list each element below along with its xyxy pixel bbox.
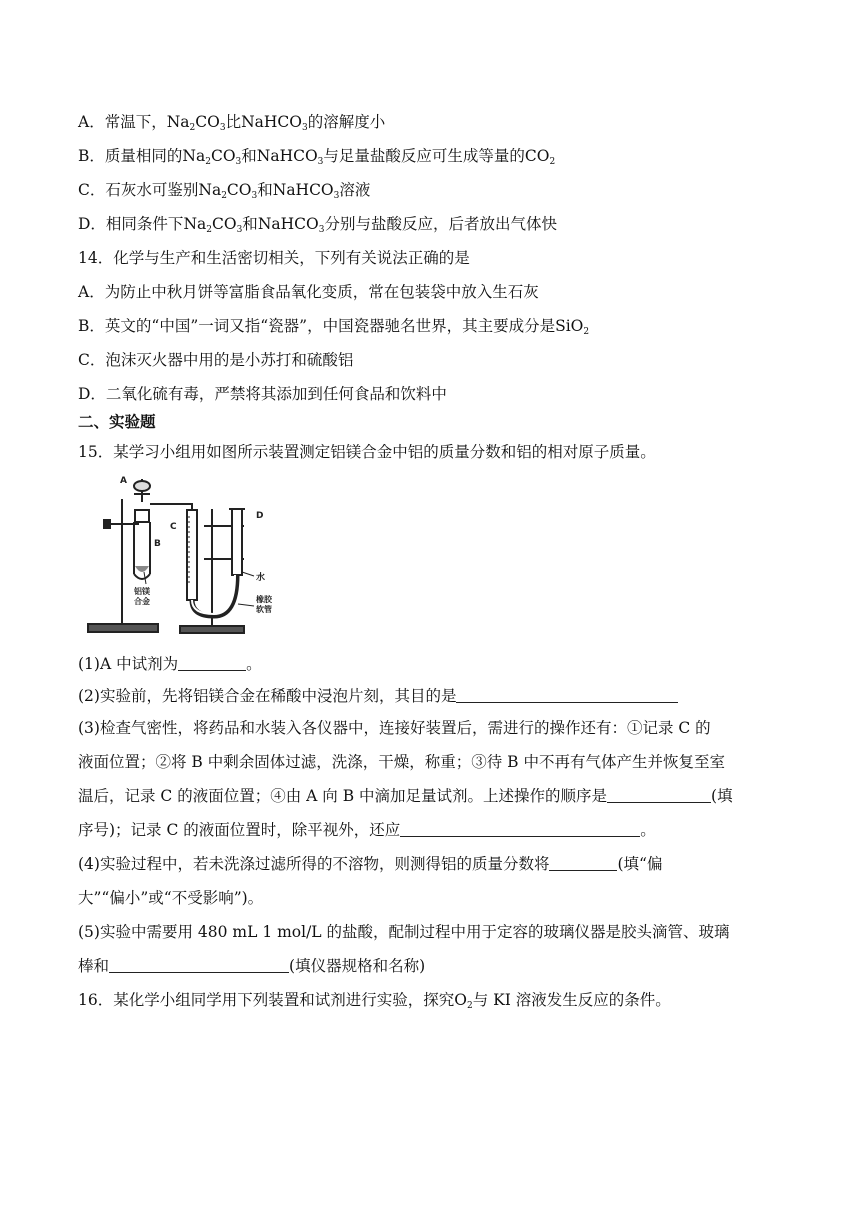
label-alloy-1: 铝镁 [134,587,150,596]
answer-blank-3[interactable] [607,787,711,803]
apparatus-figure [84,474,304,639]
answer-blank-6[interactable] [109,957,289,973]
q15-part-3-line-3: 温后，记录 C 的液面位置；④由 A 向 B 中滴加足量试剂。上述操作的顺序是 (填 [78,787,733,805]
answer-blank-1[interactable] [178,655,246,671]
label-tube-1: 橡胶 [256,595,272,604]
label-alloy-2: 合金 [134,597,150,606]
q15-part-3-line-1: (3)检查气密性，将药品和水装入各仪器中，连接好装置后，需进行的操作还有：①记录 C 的 [78,719,711,737]
q15-part-1: (1)A 中试剂为 。 [78,655,262,673]
q13-option-a: A．常温下，$Na_2CO_3$比NaHCO$_3$的溶解度小 [78,113,386,133]
q15-part-5-line-2: 棒和 (填仪器规格和名称) [78,957,426,975]
q15-stem: 15．某学习小组用如图所示装置测定铝镁合金中铝的质量分数和铝的相对原子质量。 [78,443,656,461]
answer-blank-2[interactable] [456,687,678,703]
q13-option-d: D．相同条件下$Na_2CO_3$和NaHCO$_3$分别与盐酸反应，后者放出气体快 [78,215,557,235]
section-title: 二、实验题 [78,412,156,431]
q14-option-b: B．英文的“中国”一词又指“瓷器”，中国瓷器驰名世界，其主要成分是SiO$_2$ [78,317,590,337]
answer-blank-4[interactable] [400,821,640,837]
q14-option-d: D．二氧化硫有毒，严禁将其添加到任何食品和饮料中 [78,385,447,403]
label-b: B [154,539,161,549]
q13-option-b: B．质量相同的$Na_2CO_3$和NaHCO$_3$与足量盐酸反应可生成等量的$CO_2$ [78,147,556,167]
q15-part-4-line-1: (4)实验过程中，若未洗涤过滤所得的不溶物，则测得铝的质量分数将 (填“偏 [78,855,663,873]
q14-stem: 14．化学与生产和生活密切相关，下列有关说法正确的是 [78,249,470,267]
label-d: D [256,511,264,521]
label-water: 水 [256,573,266,583]
q15-part-3-line-4: 序号)；记录 C 的液面位置时，除平视外，还应 。 [78,821,656,839]
q15-part-5-line-1: (5)实验中需要用 480 mL 1 mol/L 的盐酸，配制过程中用于定容的玻璃仪器是胶头滴管、玻璃 [78,923,730,941]
q15-part-3-line-2: 液面位置；②将 B 中剩余固体过滤，洗涤，干燥，称重；③待 B 中不再有气体产生并恢复至室 [78,753,725,771]
label-c: C [170,522,177,532]
q15-part-2: (2)实验前，先将铝镁合金在稀酸中浸泡片刻，其目的是 [78,686,678,706]
q13-option-c: C．石灰水可鉴别$Na_2CO_3$和NaHCO$_3$溶液 [78,181,371,201]
label-a: A [120,476,127,486]
label-tube-2: 软管 [256,605,272,614]
q14-option-a: A．为防止中秋月饼等富脂食品氧化变质，常在包装袋中放入生石灰 [78,283,539,301]
q16-stem: 16．某化学小组同学用下列装置和试剂进行实验，探究$O_2$与 KI 溶液发生反应的条件。 [78,991,671,1011]
q15-part-4-line-2: 大”“偏小”或“不受影响”)。 [78,889,264,907]
answer-blank-5[interactable] [549,855,617,871]
q14-option-c: C．泡沫灭火器中用的是小苏打和硫酸铝 [78,351,354,369]
